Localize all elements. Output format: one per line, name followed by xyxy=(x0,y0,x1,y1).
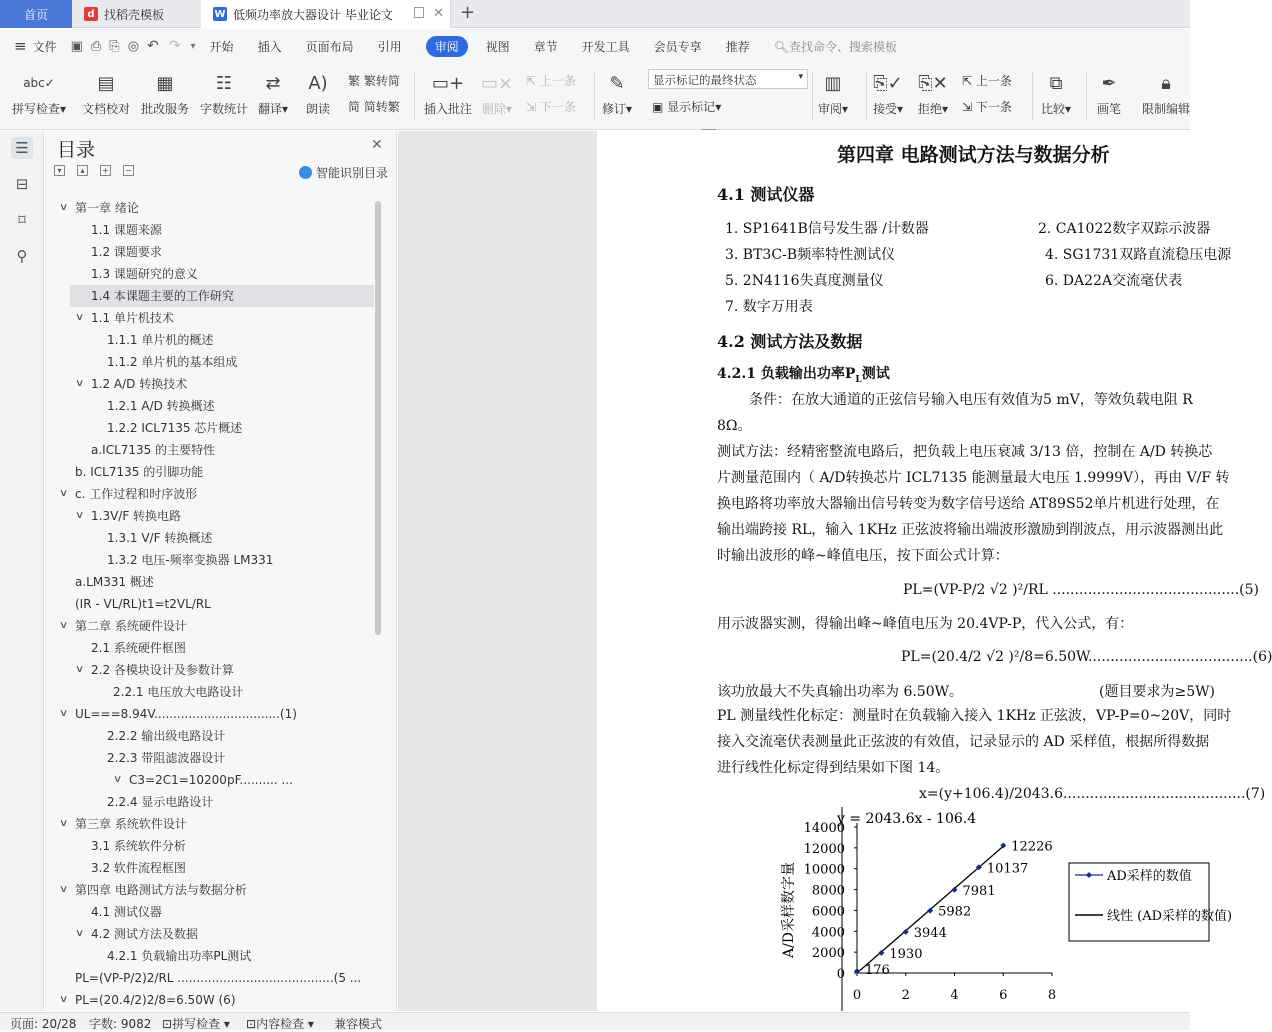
menu-start[interactable]: 开始 xyxy=(209,39,234,54)
toc-item[interactable] xyxy=(45,549,375,571)
ribbon-divider xyxy=(1032,71,1033,121)
lock-icon: 🔒︎ xyxy=(1161,72,1171,94)
toc-item[interactable] xyxy=(45,835,375,857)
chevron-down-icon[interactable]: ∨ xyxy=(74,510,85,521)
toc-item[interactable] xyxy=(45,395,375,417)
comment-add-icon: ▭+ xyxy=(431,72,465,94)
chevron-down-icon[interactable]: ∨ xyxy=(74,312,85,323)
chevron-down-icon[interactable]: ∨ xyxy=(58,818,69,829)
toc-item[interactable] xyxy=(45,329,375,351)
menu-developer[interactable]: 开发工具 xyxy=(581,39,630,54)
toc-item-label: 1.2 A/D 转换技术 xyxy=(91,377,188,391)
batch-correct-icon: ▦ xyxy=(156,72,174,94)
accept-icon: ⎘✓ xyxy=(873,72,903,94)
section-heading-4-2-1: 4.2.1 负载输出功率$P_L$测试 xyxy=(717,366,890,385)
ribbon-divider xyxy=(812,71,813,121)
ribbon-divider xyxy=(1086,71,1087,121)
toc-item-label: 2.2.1 电压放大电路设计 xyxy=(113,685,244,699)
toc-item-label: 1.2.1 A/D 转换概述 xyxy=(107,399,215,413)
chapter-nav-icon[interactable]: ⊟ xyxy=(15,175,29,193)
menu-file[interactable]: 文件 xyxy=(32,39,57,54)
word-count-button[interactable]: ☷ 字数统计 xyxy=(200,69,248,117)
restrict-editing-button[interactable]: 🔒︎ 限制编辑 xyxy=(1142,69,1190,117)
pen-icon: ✒ xyxy=(1101,72,1117,94)
toc-item[interactable] xyxy=(45,857,375,879)
toc-item[interactable] xyxy=(45,373,375,395)
tab-template-label: 找稻壳模板 xyxy=(104,7,165,22)
paragraph-condition-cont: 8Ω。 xyxy=(717,418,752,434)
toc-item-label: 3.1 系统软件分析 xyxy=(91,839,186,853)
tab-home-label: 首页 xyxy=(23,7,48,22)
menu-recommend[interactable]: 推荐 xyxy=(725,39,750,54)
ribbon-divider xyxy=(866,71,867,121)
paragraph-line: PL 测量线性化标定：测量时在负载输入接入 1KHz 正弦波，VP-P=0~20V，同时 xyxy=(717,708,1232,724)
toc-item[interactable] xyxy=(45,945,375,967)
smart-toc-button[interactable]: 智能识别目录 xyxy=(299,164,388,181)
next-comment-button[interactable]: ⇲ 下一条 xyxy=(526,100,576,114)
menu-chapter[interactable]: 章节 xyxy=(533,39,558,54)
compare-button[interactable]: ⧉ 比较▾ xyxy=(1041,69,1071,117)
data-label: 7981 xyxy=(962,883,996,899)
prev-change-icon: ⇱ xyxy=(962,74,973,88)
y-tick-label: 12000 xyxy=(803,841,845,857)
toc-item[interactable] xyxy=(45,901,375,923)
trad-to-simp-button[interactable]: 繁 繁转简 xyxy=(348,74,400,88)
restore-icon[interactable] xyxy=(414,7,424,18)
page-indicator[interactable]: 页面: 20/28 xyxy=(10,1017,77,1031)
instrument-item: 1. SP1641B信号发生器 /计数器 xyxy=(725,221,929,237)
track-changes-button[interactable]: ✎ 修订▾ xyxy=(602,69,632,117)
toc-item-label: (IR - VL/RL)t1=t2VL/RL xyxy=(75,597,211,611)
y-tick-label: 6000 xyxy=(811,904,845,920)
simp-to-trad-button[interactable]: 简 简转繁 xyxy=(348,100,400,114)
translate-button[interactable]: ⇄ 翻译▾ xyxy=(258,69,288,117)
content-check-icon: ⊡ xyxy=(246,1017,257,1031)
chapter-heading: 第四章 电路测试方法与数据分析 xyxy=(837,144,1110,166)
toc-item-label: a.ICL7135 的主要特性 xyxy=(91,443,216,457)
toc-item[interactable] xyxy=(45,769,375,791)
accept-button[interactable]: ⎘✓ 接受▾ xyxy=(873,69,903,117)
linearization-chart xyxy=(757,807,1233,1011)
nav-icon-strip xyxy=(0,131,44,1011)
toc-item-label: 第一章 绪论 xyxy=(75,201,139,215)
toc-item-label: C3=2C1=10200pF.......... ... xyxy=(129,773,293,787)
spellcheck-status-icon: ⊡ xyxy=(162,1017,173,1031)
next-comment-icon: ⇲ xyxy=(526,100,537,114)
x-tick-label: 2 xyxy=(901,988,910,1003)
menu-bar xyxy=(0,29,1190,63)
read-aloud-icon: A) xyxy=(308,72,328,94)
prev-comment-button[interactable]: ⇱ 上一条 xyxy=(526,74,576,88)
section-heading-4-1: 4.1 测试仪器 xyxy=(717,185,815,204)
toc-item[interactable] xyxy=(45,527,375,549)
content-check-status[interactable]: ⊡内容检查 ▾ xyxy=(246,1017,314,1031)
margin-mark xyxy=(702,129,716,130)
instrument-item: 7. 数字万用表 xyxy=(725,299,813,315)
print-icon[interactable]: ⎘ xyxy=(109,38,120,54)
find-icon[interactable]: ⚲ xyxy=(16,247,28,265)
paragraph-note: (题目要求为≥5W) xyxy=(1099,684,1215,700)
x-tick-label: 8 xyxy=(1047,988,1057,1003)
toc-item-label: 1.4 本课题主要的工作研究 xyxy=(91,289,234,303)
chevron-down-icon[interactable]: ∨ xyxy=(74,664,85,675)
toc-item[interactable] xyxy=(70,285,374,307)
toc-item-label: 第三章 系统软件设计 xyxy=(75,817,187,831)
ribbon-divider xyxy=(594,71,595,121)
comment-delete-icon: ▭× xyxy=(480,72,514,94)
toc-item-label: PL=(20.4/2)2/8=6.50W (6) xyxy=(75,993,236,1007)
word-count-icon: ☷ xyxy=(215,72,233,94)
toc-item-label: 2.2.2 输出级电路设计 xyxy=(107,729,226,743)
instrument-item: 5. 2N4116失真度测量仪 xyxy=(725,273,884,289)
close-tab-icon[interactable]: ✕ xyxy=(433,6,444,21)
new-tab-button[interactable]: + xyxy=(460,2,476,23)
toc-item[interactable] xyxy=(45,307,375,329)
toc-item-label: 2.2.4 显示电路设计 xyxy=(107,795,214,809)
y-tick-label: 10000 xyxy=(803,862,845,878)
next-change-button[interactable]: ⇲ 下一条 xyxy=(962,100,1012,114)
chevron-down-icon[interactable]: ∨ xyxy=(74,928,85,939)
instrument-item: 2. CA1022数字双踪示波器 xyxy=(1038,221,1211,237)
toc-item-label: 第四章 电路测试方法与数据分析 xyxy=(75,883,247,897)
section-heading-4-2: 4.2 测试方法及数据 xyxy=(717,332,863,351)
tab-template[interactable] xyxy=(74,0,199,28)
toc-item-label: 1.3 课题研究的意义 xyxy=(91,267,198,281)
toc-item-label: 1.3.2 电压-频率变换器 LM331 xyxy=(107,553,274,567)
simp-trad-icon: 简 xyxy=(348,100,361,114)
toc-item-label: 2.2.3 带阻滤波器设计 xyxy=(107,751,226,765)
command-search-placeholder: 查找命令、搜索模板 xyxy=(788,39,897,54)
x-tick-label: 4 xyxy=(950,988,959,1003)
paragraph-condition: 条件：在放大通道的正弦信号输入电压有效值为5 mV，等效负载电阻 R xyxy=(749,392,1193,408)
tab-bar xyxy=(0,0,1190,28)
toc-item[interactable] xyxy=(45,703,375,725)
tab-document[interactable] xyxy=(201,0,451,28)
paragraph-line: 时输出波形的峰~峰值电压，按下面公式计算： xyxy=(717,548,1009,564)
add-heading-icon[interactable]: + xyxy=(100,165,111,176)
toc-item[interactable] xyxy=(45,263,375,285)
paragraph-line: 片测量范围内（ A/D转换芯片 ICL7135 能测量最大电压 1.9999V），再由 V/F 转 xyxy=(717,470,1230,486)
toc-item[interactable] xyxy=(45,615,375,637)
data-point xyxy=(952,887,958,893)
chevron-down-icon[interactable]: ∨ xyxy=(58,708,69,719)
toc-item[interactable] xyxy=(45,197,375,219)
toc-item-label: PL=(VP-P/2)2/RL .........................................(5 ... xyxy=(75,971,362,985)
formula-6: PL=(20.4/2 √2 )²/8=6.50W.....................................(6) xyxy=(901,649,1272,665)
print-preview-icon[interactable]: ◎ xyxy=(127,38,140,54)
export-icon[interactable]: ⎙ xyxy=(90,38,102,54)
read-aloud-button[interactable]: A) 朗读 xyxy=(305,69,331,117)
prev-comment-icon: ⇱ xyxy=(526,74,537,88)
toc-item-label: 1.3V/F 转换电路 xyxy=(91,509,182,523)
formula-5: PL=(VP-P/2 √2 )²/RL ..........................................(5) xyxy=(903,582,1259,598)
data-label: 12226 xyxy=(1011,839,1053,855)
toc-item[interactable] xyxy=(45,813,375,835)
toc-item[interactable] xyxy=(45,439,375,461)
data-label: 3944 xyxy=(913,925,947,941)
toc-title: 目录 xyxy=(57,139,96,161)
collapse-all-icon[interactable]: ▾ xyxy=(54,165,65,176)
toc-item[interactable] xyxy=(45,725,375,747)
menu-member[interactable]: 会员专享 xyxy=(653,39,702,54)
document-page[interactable] xyxy=(597,131,1272,1011)
chevron-down-icon[interactable]: ∨ xyxy=(58,994,69,1005)
status-bar xyxy=(0,1012,1190,1030)
paragraph-line: 进行线性化标定得到结果如下图 14。 xyxy=(717,760,950,776)
toc-item-label: 1.3.1 V/F 转换概述 xyxy=(107,531,213,545)
menu-view[interactable]: 视图 xyxy=(485,39,510,54)
chevron-down-icon[interactable]: ∨ xyxy=(58,620,69,631)
track-changes-icon: ✎ xyxy=(609,72,625,94)
bookmark-icon[interactable]: ⌑ xyxy=(18,211,26,229)
spellcheck-icon: abc✓ xyxy=(23,76,55,90)
paragraph-line: 接入交流毫伏表测量此正弦波的有效值，记录显示的 AD 采样值，根据所得数据 xyxy=(717,734,1210,750)
toc-item-label: 2.2 各模块设计及参数计算 xyxy=(91,663,234,677)
paragraph-line: 测试方法：经精密整流电路后，把负载上电压衰减 3/13 倍，控制在 A/D 转换芯 xyxy=(717,444,1213,460)
y-tick-label: 4000 xyxy=(811,925,845,941)
chevron-down-icon: ▾ xyxy=(798,72,803,82)
review-pane-button[interactable]: ▥ 审阅▾ xyxy=(818,69,848,117)
data-label: 10137 xyxy=(986,861,1029,877)
word-count-indicator[interactable]: 字数: 9082 xyxy=(89,1017,152,1031)
toc-item-label: 4.2.1 负载输出功率PL测试 xyxy=(107,949,252,963)
menu-reference[interactable]: 引用 xyxy=(377,39,402,54)
delete-comment-button[interactable]: ▭× 删除▾ xyxy=(482,69,512,117)
paragraph-line: 输出端跨接 RL，输入 1KHz 正弦波将输出端波形激励到削波点，用示波器测出此 xyxy=(717,522,1224,538)
toc-item[interactable] xyxy=(45,747,375,769)
toc-item[interactable] xyxy=(45,351,375,373)
toc-item-label: 1.2 课题要求 xyxy=(91,245,162,259)
toc-item[interactable] xyxy=(45,483,375,505)
tab-document-label: 低频功率放大器设计 毕业论文 xyxy=(233,7,393,22)
toc-panel xyxy=(45,131,397,1011)
smart-toc-icon xyxy=(299,166,312,179)
toc-item-label: c. 工作过程和时序波形 xyxy=(75,487,198,501)
next-change-icon: ⇲ xyxy=(962,100,973,114)
chevron-down-icon[interactable]: ∨ xyxy=(112,774,123,785)
toc-item[interactable] xyxy=(45,241,375,263)
compare-icon: ⧉ xyxy=(1049,72,1063,94)
toc-item-label: 2.1 系统硬件框图 xyxy=(91,641,186,655)
compat-mode-indicator: 兼容模式 xyxy=(334,1017,383,1031)
toc-item-label: a.LM331 概述 xyxy=(75,575,154,589)
toc-item[interactable] xyxy=(45,989,375,1011)
pen-button[interactable]: ✒ 画笔 xyxy=(1096,69,1122,117)
toc-item-label: 第二章 系统硬件设计 xyxy=(75,619,187,633)
chevron-down-icon[interactable]: ∨ xyxy=(58,202,69,213)
legend-entry: AD采样的数值 xyxy=(1107,869,1192,884)
toc-item[interactable] xyxy=(45,659,375,681)
toc-item[interactable] xyxy=(45,571,375,593)
proofread-icon: ▤ xyxy=(97,72,115,94)
undo-icon[interactable]: ↶ xyxy=(147,38,159,54)
toc-item[interactable] xyxy=(45,681,375,703)
y-tick-label: 8000 xyxy=(811,883,845,899)
toc-item[interactable] xyxy=(45,923,375,945)
toc-item-label: 1.1 课题来源 xyxy=(91,223,162,237)
proofread-button[interactable]: ▤ 文档校对 xyxy=(82,69,130,117)
toc-item[interactable] xyxy=(45,219,375,241)
writer-doc-icon: W xyxy=(214,8,226,20)
toc-item-label: 1.1.1 单片机的概述 xyxy=(107,333,214,347)
toc-item[interactable] xyxy=(45,505,375,527)
y-axis-label: A/D采样数字量 xyxy=(781,861,797,959)
toc-item[interactable] xyxy=(45,461,375,483)
review-pane-icon: ▥ xyxy=(824,72,842,94)
toc-item-label: b. ICL7135 的引脚功能 xyxy=(75,465,204,479)
data-label: 1930 xyxy=(889,946,923,962)
toc-item-label: 1.1 单片机技术 xyxy=(91,311,174,325)
x-tick-label: 0 xyxy=(852,988,862,1003)
toc-item-label: 1.1.2 单片机的基本组成 xyxy=(107,355,238,369)
expand-level-icon[interactable]: ▴ xyxy=(77,165,88,176)
legend-entry: 线性 (AD采样的数值) xyxy=(1107,909,1233,924)
instrument-item: 6. DA22A交流毫伏表 xyxy=(1045,273,1183,289)
reject-button[interactable]: ⎘✕ 拒绝▾ xyxy=(918,69,948,117)
close-icon[interactable]: ✕ xyxy=(371,137,383,153)
toc-item-label: 3.2 软件流程框图 xyxy=(91,861,186,875)
hamburger-icon[interactable]: ≡ xyxy=(14,37,27,55)
instrument-item: 4. SG1731双路直流稳压电源 xyxy=(1045,247,1232,263)
chevron-down-icon[interactable]: ∨ xyxy=(58,884,69,895)
translate-icon: ⇄ xyxy=(265,72,281,94)
toc-scrollbar[interactable] xyxy=(375,201,381,635)
chart-title-equation: y = 2043.6x - 106.4 xyxy=(837,811,977,827)
tab-home[interactable] xyxy=(0,0,72,28)
instrument-item: 3. BT3C-B频率特性测试仪 xyxy=(725,247,896,263)
toc-item-label: 4.1 测试仪器 xyxy=(91,905,162,919)
x-tick-label: 6 xyxy=(999,988,1008,1003)
chevron-down-icon[interactable]: ∨ xyxy=(74,378,85,389)
toc-item[interactable] xyxy=(45,417,375,439)
paragraph-line: 该功放最大不失真输出功率为 6.50W。 xyxy=(717,684,964,700)
chevron-down-icon[interactable]: ▾ xyxy=(190,40,196,52)
formula-7: x=(y+106.4)/2043.6.........................................(7) xyxy=(919,786,1266,802)
spellcheck-button[interactable]: abc✓ 拼写检查▾ xyxy=(12,69,66,117)
y-tick-label: 14000 xyxy=(803,821,845,836)
ribbon-divider xyxy=(414,71,415,121)
markup-display-select[interactable]: 显示标记的最终状态 ▾ xyxy=(648,69,808,89)
paragraph-line: 用示波器实测，得输出峰~峰值电压为 20.4VP-P，代入公式，有： xyxy=(717,616,1134,632)
data-label: 176 xyxy=(865,963,890,979)
menu-review[interactable]: 审阅 xyxy=(426,36,468,57)
toc-item[interactable] xyxy=(45,967,375,989)
batch-correct-button[interactable]: ▦ 批改服务 xyxy=(141,69,189,117)
trad-simp-icon: 繁 xyxy=(348,74,361,88)
prev-change-button[interactable]: ⇱ 上一条 xyxy=(962,74,1012,88)
toc-item-label: 1.2.2 ICL7135 芯片概述 xyxy=(107,421,243,435)
y-tick-label: 2000 xyxy=(811,946,845,962)
paragraph-line: 换电路将功率放大器输出信号转变为数字信号送给 AT89S52单片机进行处理，在 xyxy=(717,496,1220,512)
insert-comment-button[interactable]: ▭+ 插入批注 xyxy=(424,69,472,117)
toc-item[interactable] xyxy=(45,791,375,813)
toc-item[interactable] xyxy=(45,593,375,615)
show-markup-icon: ▣ xyxy=(652,100,664,114)
review-ribbon xyxy=(0,63,1190,130)
reject-icon: ⎘✕ xyxy=(918,72,948,94)
menu-insert[interactable]: 插入 xyxy=(257,39,282,54)
toc-item-label: UL===8.94V.................................(1) xyxy=(75,707,297,721)
chevron-down-icon[interactable]: ∨ xyxy=(58,488,69,499)
docer-icon: d xyxy=(84,7,98,21)
toc-item[interactable] xyxy=(45,879,375,901)
save-icon[interactable]: ▣ xyxy=(70,38,83,54)
show-markup-button[interactable]: ▣ 显示标记▾ xyxy=(652,100,722,114)
toc-panel-icon[interactable]: ☰ xyxy=(11,137,33,159)
data-label: 5982 xyxy=(938,904,972,920)
y-tick-label: 0 xyxy=(836,967,845,982)
spellcheck-status[interactable]: ⊡拼写检查 ▾ xyxy=(162,1017,230,1031)
menu-page-layout[interactable]: 页面布局 xyxy=(305,39,354,54)
redo-icon[interactable]: ↷ xyxy=(168,38,181,54)
toc-item[interactable] xyxy=(45,637,375,659)
remove-heading-icon[interactable]: − xyxy=(123,165,134,176)
command-search[interactable] xyxy=(774,38,897,55)
toc-item-label: 4.2 测试方法及数据 xyxy=(91,927,198,941)
search-icon: 🔍︎ xyxy=(773,39,789,54)
